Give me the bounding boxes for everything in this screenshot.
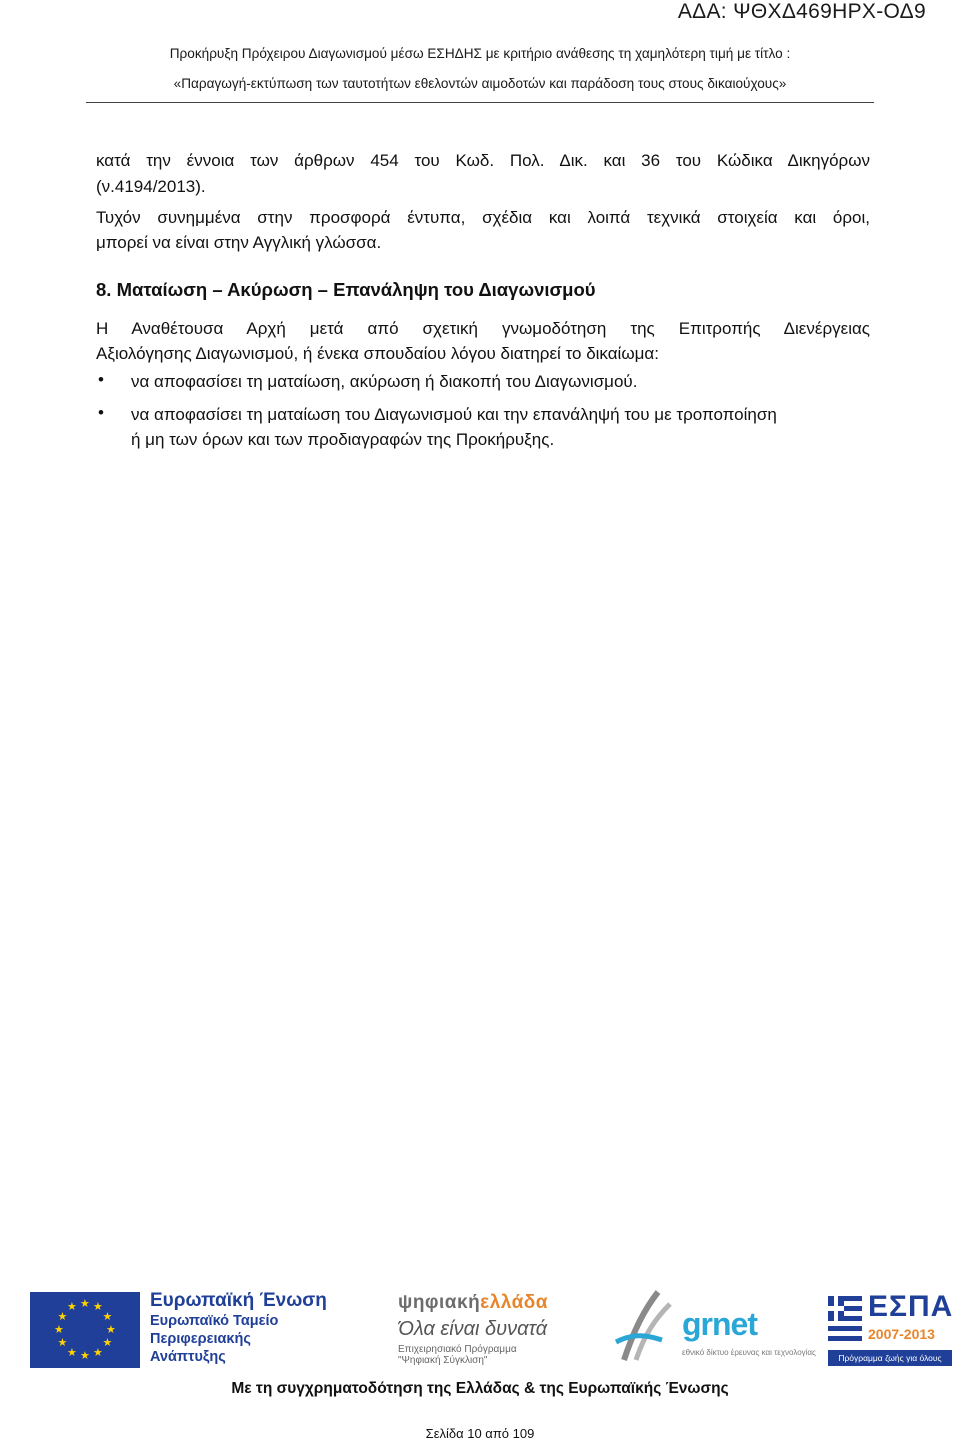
- paragraph-1-line-2: (ν.4194/2013).: [96, 177, 206, 196]
- espa-slogan-bar: Πρόγραμμα ζωής για όλους: [828, 1350, 952, 1366]
- eu-star-icon: ★: [93, 1346, 103, 1359]
- bullet-1-text: να αποφασίσει τη ματαίωση, ακύρωση ή διακοπή του Διαγωνισμού.: [131, 372, 638, 391]
- grnet-name: grnet: [682, 1306, 757, 1342]
- eu-star-icon: ★: [57, 1337, 68, 1349]
- eu-star-icon: ★: [67, 1346, 77, 1359]
- ada-code: ΑΔΑ: ΨΘΧΔ469ΗΡΧ-ΟΔ9: [677, 0, 926, 23]
- digital-greece-brand: ψηφιακήελλάδα: [398, 1292, 548, 1313]
- digital-greece-subtitle: Επιχειρησιακό Πρόγραμμα "Ψηφιακή Σύγκλιση": [398, 1344, 517, 1366]
- paragraph-1-line-1: κατά την έννοια των άρθρων 454 του Κωδ. Πολ. Δικ. και 36 του Κώδικα Δικηγόρων: [96, 151, 870, 170]
- eu-line-4: Ανάπτυξης: [150, 1349, 226, 1365]
- espa-logo: [828, 1290, 952, 1368]
- bullet-2-text-line-2: ή μη των όρων και των προδιαγραφών της Προκήρυξης.: [131, 430, 555, 449]
- funding-logo-strip: [0, 1288, 960, 1368]
- espa-years: 2007-2013: [868, 1326, 935, 1342]
- bullet-marker: •: [98, 370, 104, 389]
- eu-star-icon: ★: [57, 1311, 68, 1323]
- header-divider: [86, 102, 874, 103]
- eu-star-icon: ★: [106, 1324, 116, 1336]
- eu-line-2: Ευρωπαϊκό Ταμείο: [150, 1313, 279, 1329]
- espa-word: ΕΣΠΑ: [868, 1290, 954, 1323]
- cofunding-statement: Με τη συγχρηματοδότηση της Ελλάδας & της Ευρωπαϊκής Ένωσης: [231, 1380, 729, 1397]
- digital-greece-slogan: Όλα είναι δυνατά: [398, 1318, 548, 1340]
- header-title-line-2: «Παραγωγή-εκτύπωση των ταυτοτήτων εθελοντών αιμοδοτών και παράδοση τους στους δικαιούχους»: [173, 76, 787, 91]
- eu-fund-logo-text: [150, 1292, 327, 1366]
- eu-star-icon: ★: [93, 1301, 103, 1314]
- eu-star-icon: ★: [80, 1298, 90, 1310]
- eu-star-icon: ★: [80, 1350, 90, 1362]
- digital-greece-logo: [398, 1292, 608, 1368]
- eu-star-icon: ★: [54, 1324, 64, 1336]
- grnet-tagline: εθνικό δίκτυο έρευνας και τεχνολογίας: [682, 1348, 816, 1357]
- bullet-marker: •: [98, 403, 104, 422]
- paragraph-3-line-1: Η Αναθέτουσα Αρχή μετά από σχετική γνωμοδότηση της Επιτροπής Διενέργειας: [96, 319, 870, 338]
- eu-line-3: Περιφερειακής: [150, 1331, 251, 1347]
- eu-star-icon: ★: [102, 1311, 113, 1323]
- eu-flag-icon: [30, 1292, 140, 1368]
- bullet-2-text-line-1: να αποφασίσει τη ματαίωση του Διαγωνισμού και την επανάληψή του με τροποποίηση: [131, 405, 777, 424]
- paragraph-2-line-2: μπορεί να είναι στην Αγγλική γλώσσα.: [96, 233, 382, 252]
- eu-star-icon: ★: [67, 1301, 77, 1314]
- section-heading: 8. Ματαίωση – Ακύρωση – Επανάληψη του Διαγωνισμού: [96, 279, 596, 300]
- grnet-mark-icon: [614, 1290, 678, 1364]
- paragraph-3-line-2: Αξιολόγησης Διαγωνισμού, ή ένεκα σπουδαίου λόγου διατηρεί το δικαίωμα:: [96, 344, 659, 363]
- eu-star-icon: ★: [102, 1337, 113, 1349]
- page-number: Σελίδα 10 από 109: [425, 1426, 535, 1441]
- paragraph-2-line-1: Τυχόν συνημμένα στην προσφορά έντυπα, σχέδια και λοιπά τεχνικά στοιχεία και όροι,: [96, 208, 870, 227]
- eu-line-1: Ευρωπαϊκή Ένωση: [150, 1290, 327, 1311]
- grnet-logo: [608, 1288, 816, 1368]
- header-title-line-1: Προκήρυξη Πρόχειρου Διαγωνισμού μέσω ΕΣΗΔΗΣ με κριτήριο ανάθεσης τη χαμηλότερη τιμή με τίτλο :: [169, 46, 791, 61]
- greek-flag-icon: [828, 1296, 862, 1342]
